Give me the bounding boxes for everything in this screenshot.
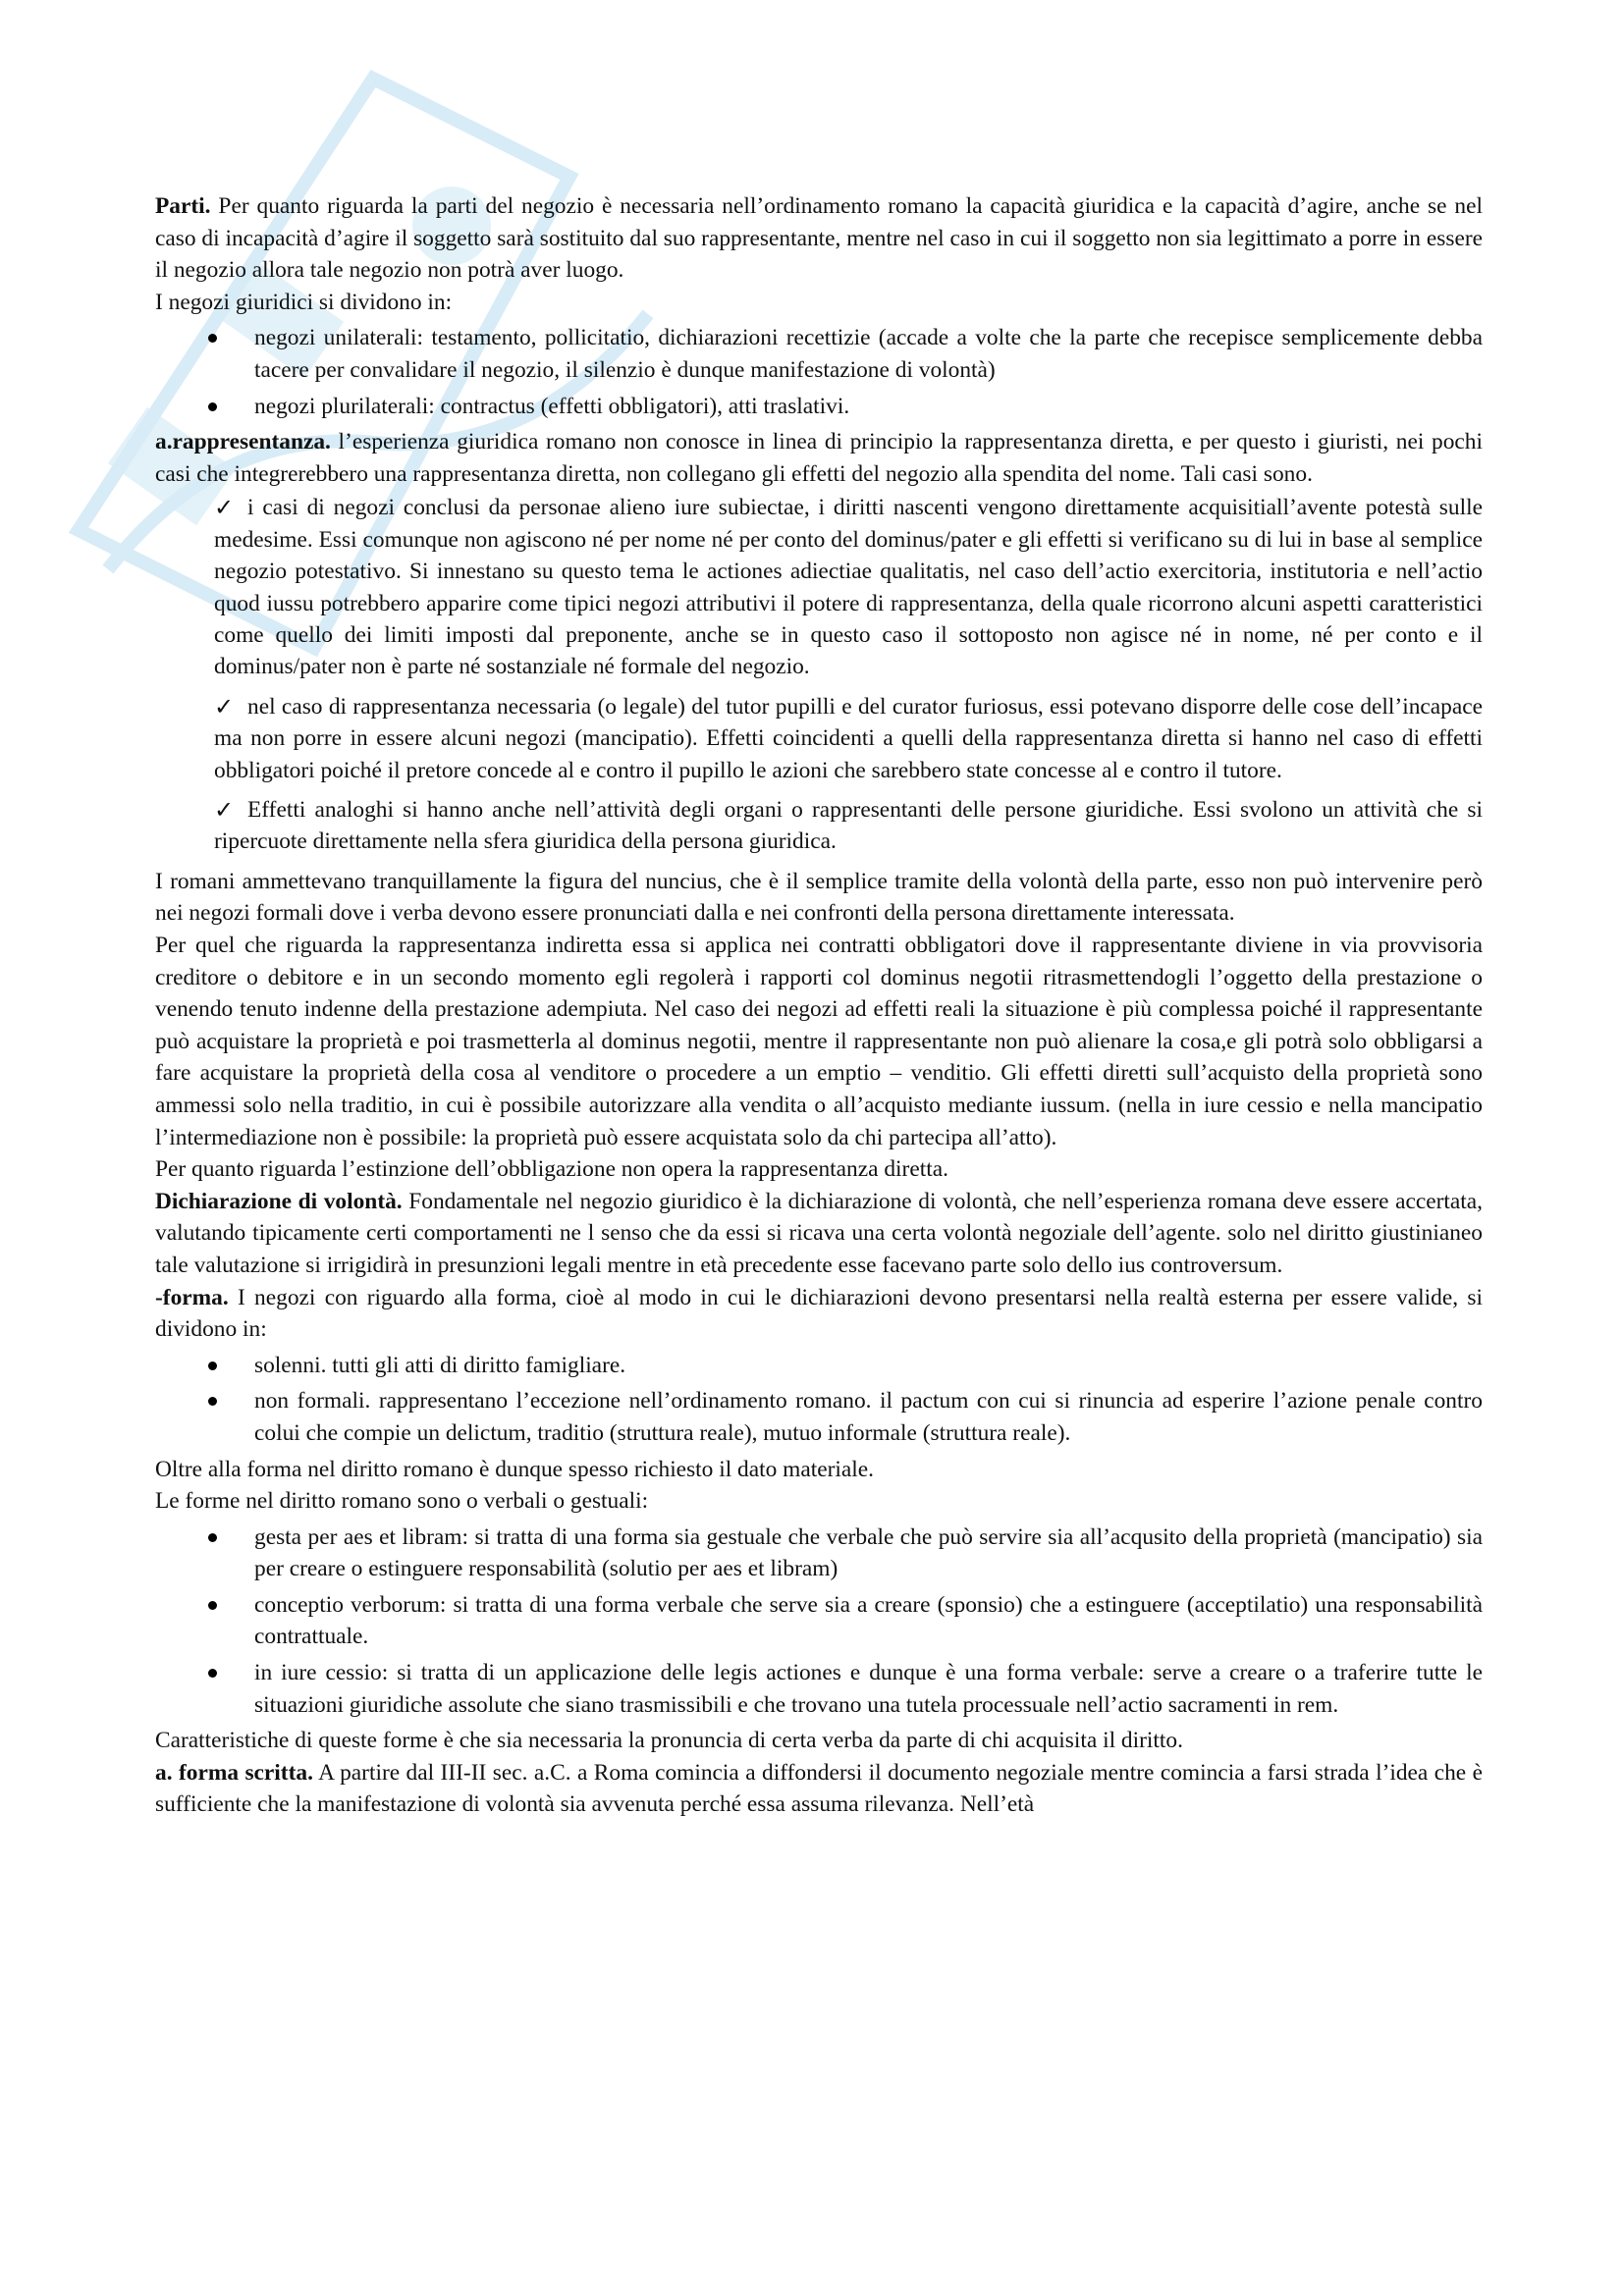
- bullet-list: [155, 1350, 1483, 1450]
- list-item: ✓ Effetti analoghi si hanno anche nell’attività degli organi o rappresentanti delle persone giuridiche. Essi svolono un attività che si ripercuote direttamente nella sfera giuridica della persona giuridica.: [214, 796, 1483, 855]
- paragraph-forma: -forma. I negozi con riguardo alla forma, cioè al modo in cui le dichiarazioni devono presentarsi nella realtà esterna per essere valide, si dividono in:: [155, 1284, 1483, 1343]
- list-item: conceptio verborum: si tratta di una forma verbale che serve sia a creare (sponsio) che a estinguere (acceptilatio) una responsabilità contrattuale.: [155, 1589, 1483, 1653]
- bullet-list: [155, 1522, 1483, 1722]
- bullet-list: [155, 322, 1483, 422]
- heading-parti: Parti.: [155, 193, 211, 219]
- heading-dichiarazione: Dichiarazione di volontà.: [155, 1188, 403, 1214]
- checkmark-icon: ✓: [214, 692, 235, 721]
- checkmark-icon: ✓: [214, 796, 235, 824]
- heading-rappresentanza: a.rappresentanza.: [155, 429, 331, 455]
- checkmark-icon: ✓: [214, 494, 235, 522]
- paragraph: Oltre alla forma nel diritto romano è dunque spesso richiesto il dato materiale.: [155, 1456, 875, 1482]
- paragraph: Per quel che riguarda la rappresentanza indiretta essa si applica nei contratti obbligatori dove il rappresentante diviene in via provvisoria creditore o debitore e in un secondo momento egli regolerà i rapporti col dominus negotii ritrasmettendogli l’oggetto della prestazione o venendo tenuto indenne della prestazione adempiuta. Nel caso dei negozi ad effetti reali la situazione è più complessa poiché il rappresentante può acquistare la proprietà e poi trasmetterla al dominus negotii, mentre il rappresentante non può alienare la cosa,e gli potrà solo obbligarsi a fare acquistare la proprietà della cosa al venditore o procedere a un emptio – venditio. Gli effetti diretti sull’acquisto della proprietà sono ammessi solo nella traditio, in cui è possibile autorizzare alla vendita o all’acquisto mediante iussum. (nella in iure cessio e nella mancipatio l’intermediazione non è possibile: la proprietà può essere acquistata solo da chi partecipa all’atto).: [155, 933, 1483, 1150]
- list-item: negozi unilaterali: testamento, pollicitatio, dichiarazioni recettizie (accade a volte che la parte che recepisce semplicemente debba tacere per convalidare il negozio, il silenzio è dunque manifestazione di volontà): [155, 322, 1483, 386]
- list-item: gesta per aes et libram: si tratta di una forma sia gestuale che verbale che può servire sia all’acqusito della proprietà (mancipatio) sia per creare o estinguere responsabilità (solutio per aes et libram): [155, 1522, 1483, 1585]
- list-item: ✓ nel caso di rappresentanza necessaria (o legale) del tutor pupilli e del curator furiosus, essi potevano disporre delle cose dell’incapace ma non porre in essere alcuni negozi (mancipatio). Effetti coincidenti a quelli della rappresentanza diretta si hanno nel caso di effetti obbligatori poiché il pretore concede al e contro il pupillo le azioni che sarebbero state concesse al e contro il tutore.: [214, 692, 1483, 783]
- heading-forma-scritta: a. forma scritta.: [155, 1759, 313, 1786]
- document-body: [155, 190, 1483, 1821]
- paragraph: I negozi giuridici si dividono in:: [155, 289, 453, 315]
- paragraph-forma-scritta: a. forma scritta. A partire dal III-II sec. a.C. a Roma comincia a diffondersi il documento negoziale mentre comincia a farsi strada l’idea che è sufficiente che la manifestazione di volontà sia avvenuta perché essa assuma rilevanza. Nell’età: [155, 1759, 1484, 1818]
- list-item: solenni. tutti gli atti di diritto famigliare.: [155, 1350, 1483, 1382]
- paragraph: Per quanto riguarda l’estinzione dell’obbligazione non opera la rappresentanza diretta.: [155, 1156, 948, 1183]
- paragraph: Le forme nel diritto romano sono o verbali o gestuali:: [155, 1488, 649, 1515]
- checkmark-list: [155, 492, 1483, 857]
- paragraph-dichiarazione: Dichiarazione di volontà. Fondamentale nel negozio giuridico è la dichiarazione di volontà, che nell’esperienza romana deve essere accertata, valutando tipicamente certi comportamenti ne l senso che da essi si ricava una certa volontà negoziale dell’agente. solo nel diritto giustinianeo tale valutazione si irrigidirà in presunzioni legali mentre in età precedente esse facevano parte solo dello ius controversum.: [155, 1188, 1483, 1278]
- list-item: in iure cessio: si tratta di un applicazione delle legis actiones e dunque è una forma verbale: serve a creare o a traferire tutte le situazioni giuridiche assolute che siano trasmissibili e che trovano una tutela processuale nell’actio sacramenti in rem.: [155, 1657, 1483, 1721]
- paragraph: I romani ammettevano tranquillamente la figura del nuncius, che è il semplice tramite della volontà della parte, esso non può intervenire però nei negozi formali dove i verba devono essere pronunciati dalla e nei confronti della persona direttamente interessata.: [155, 868, 1483, 927]
- paragraph-parti: Parti. Per quanto riguarda la parti del negozio è necessaria nell’ordinamento romano la capacità giuridica e la capacità d’agire, anche se nel caso di incapacità d’agire il soggetto sarà sostituito dal suo rappresentante, mentre nel caso in cui il soggetto non sia legittimato a porre in essere il negozio allora tale negozio non potrà aver luogo.: [155, 193, 1483, 284]
- paragraph-rappresentanza: a.rappresentanza. l’esperienza giuridica romano non conosce in linea di principio la rappresentanza diretta, e per questo i giuristi, nei pochi casi che integrerebbero una rappresentanza diretta, non collegano gli effetti del negozio alla spendita del nome. Tali casi sono.: [155, 429, 1483, 487]
- list-item: negozi plurilaterali: contractus (effetti obbligatori), atti traslativi.: [155, 391, 1483, 423]
- paragraph: Caratteristiche di queste forme è che sia necessaria la pronuncia di certa verba da parte di chi acquisita il diritto.: [155, 1728, 1183, 1754]
- list-item: non formali. rappresentano l’eccezione nell’ordinamento romano. il pactum con cui si rinuncia ad esperire l’azione penale contro colui che compie un delictum, traditio (struttura reale), mutuo informale (struttura reale).: [155, 1385, 1483, 1449]
- heading-forma: -forma.: [155, 1284, 229, 1310]
- list-item: ✓ i casi di negozi conclusi da personae alieno iure subiectae, i diritti nascenti vengono direttamente acquisitiall’avente potestà sulle medesime. Essi comunque non agiscono né per nome né per conto del dominus/pater e gli effetti si verificano su di lui in base al semplice negozio potestativo. Si innestano su questo tema le actiones adiectiae qualitatis, nel caso dell’actio exercitoria, institutoria e nell’actio quod iussu potrebbero apparire come tipici negozi attributivi il potere di rappresentanza, della quale ricorrono alcuni aspetti caratteristici come quello dei limiti imposti dal preponente, anche se in questo caso il sottoposto non agisce né in nome, né per conto e il dominus/pater non è parte né sostanziale né formale del negozio.: [214, 494, 1483, 680]
